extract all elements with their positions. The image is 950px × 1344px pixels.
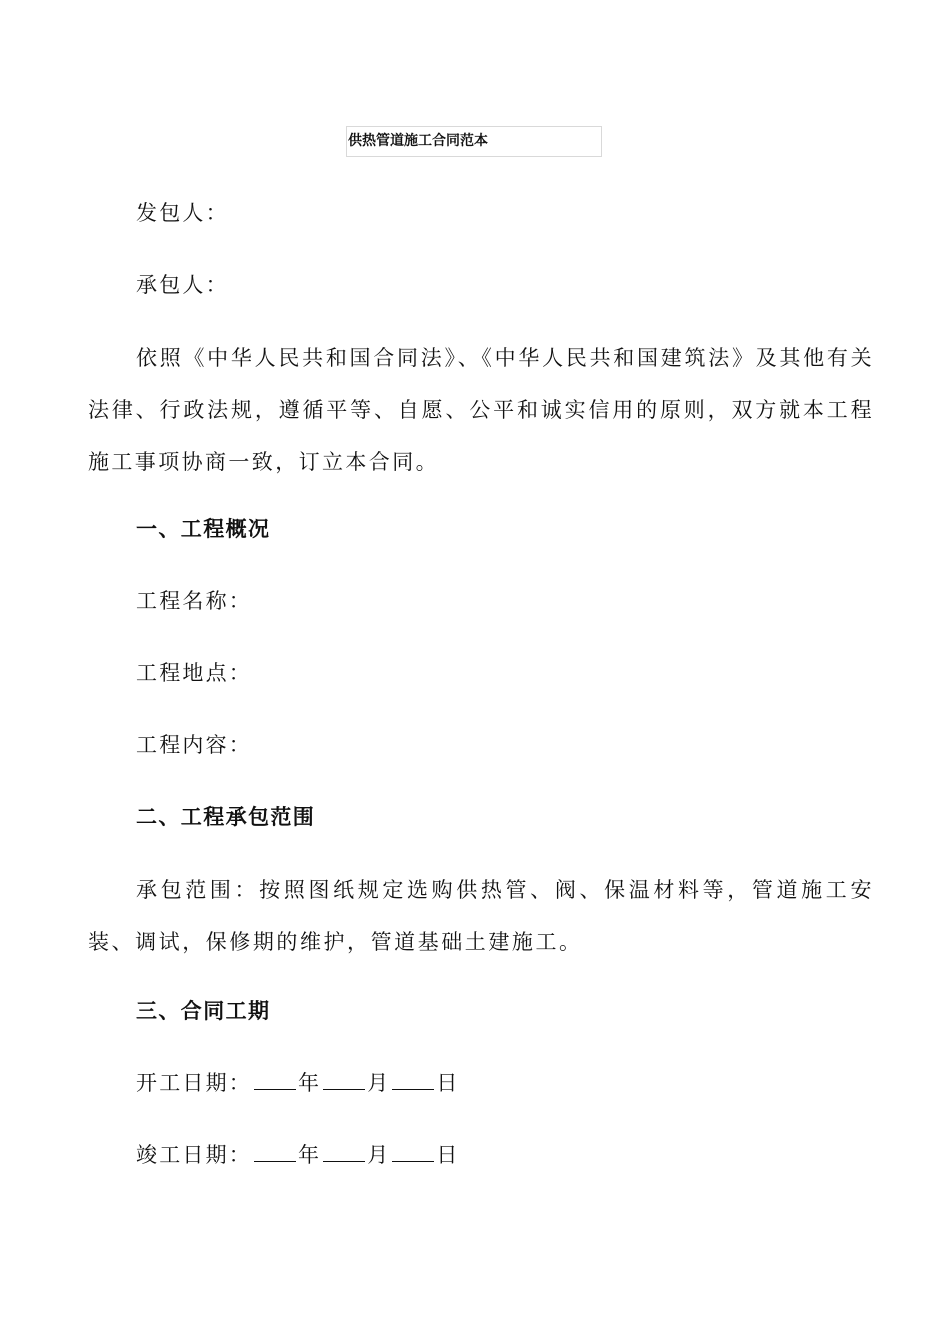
end-day-unit: 日 bbox=[436, 1143, 460, 1167]
section3-heading: 三、合同工期 bbox=[136, 999, 271, 1023]
start-date-label: 开工日期： bbox=[136, 1071, 252, 1095]
end-day-blank bbox=[392, 1143, 434, 1162]
document-title: 供热管道施工合同范本 bbox=[346, 126, 602, 157]
start-month-unit: 月 bbox=[367, 1071, 391, 1095]
end-year-blank bbox=[254, 1143, 296, 1162]
contractor-label: 承包人： bbox=[136, 273, 229, 297]
start-day-unit: 日 bbox=[436, 1071, 460, 1095]
project-content-label: 工程内容： bbox=[136, 733, 252, 757]
end-date-label: 竣工日期： bbox=[136, 1143, 252, 1167]
start-year-blank bbox=[254, 1071, 296, 1090]
intro-paragraph: 依照《中华人民共和国合同法》、《中华人民共和国建筑法》及其他有关法律、行政法规，遵循平等、自愿、公平和诚实信用的原则，双方就本工程施工事项协商一致，订立本合同。 bbox=[88, 346, 874, 474]
section2-heading: 二、工程承包范围 bbox=[136, 805, 316, 829]
end-year-unit: 年 bbox=[298, 1143, 322, 1167]
employer-label: 发包人： bbox=[136, 201, 229, 225]
end-month-unit: 月 bbox=[367, 1143, 391, 1167]
section1-heading: 一、工程概况 bbox=[136, 517, 271, 541]
start-month-blank bbox=[323, 1071, 365, 1090]
start-date-line bbox=[136, 1070, 460, 1096]
project-name-label: 工程名称： bbox=[136, 589, 252, 613]
end-month-blank bbox=[323, 1143, 365, 1162]
end-date-line bbox=[136, 1142, 460, 1168]
project-location-label: 工程地点： bbox=[136, 661, 252, 685]
start-year-unit: 年 bbox=[298, 1071, 322, 1095]
start-day-blank bbox=[392, 1071, 434, 1090]
scope-paragraph: 承包范围：按照图纸规定选购供热管、阀、保温材料等，管道施工安装、调试，保修期的维护，管道基础土建施工。 bbox=[88, 878, 874, 954]
